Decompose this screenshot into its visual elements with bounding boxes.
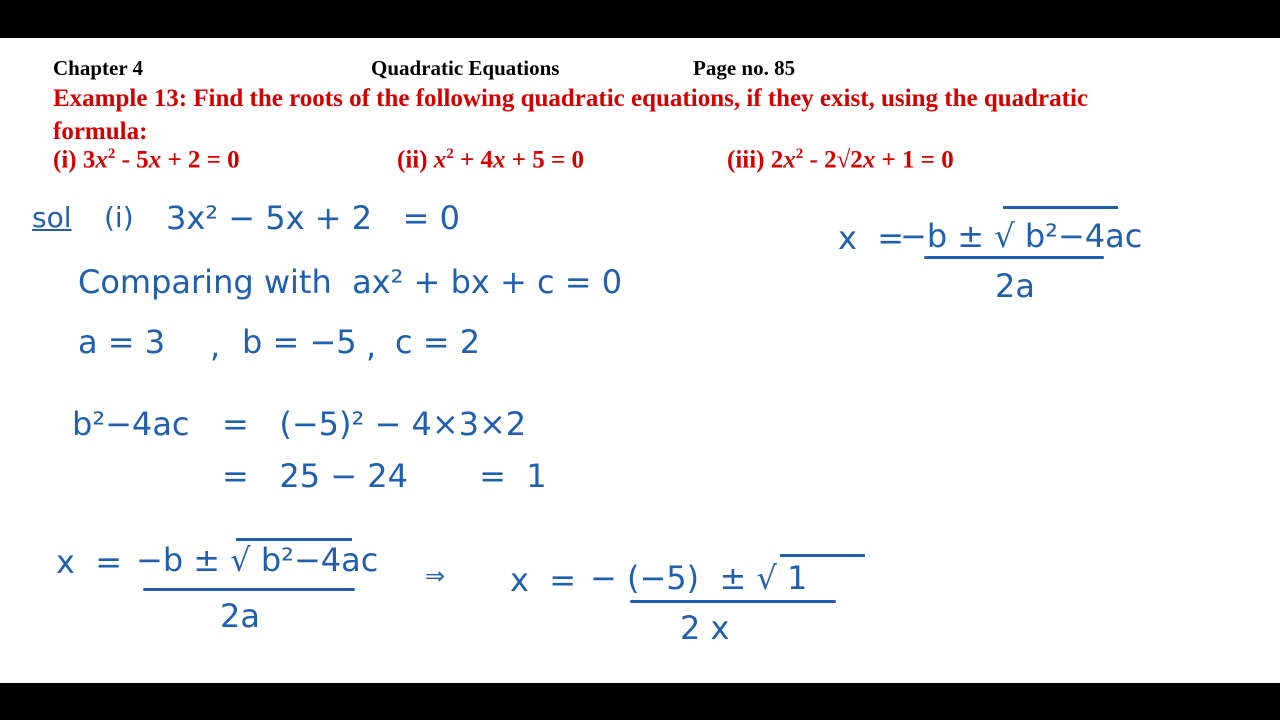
solution-part-label: (i) (104, 201, 134, 234)
fraction-line (924, 256, 1104, 259)
page-number: Page no. 85 (693, 56, 796, 80)
formula-x: x = (56, 543, 123, 581)
substitution-numerator: − (−5) ± √ 1 (590, 559, 808, 597)
formula-denominator: 2a (220, 597, 260, 635)
comma-separator: , (366, 327, 377, 365)
coefficient-b: b = −5 (242, 323, 357, 361)
fraction-line (143, 588, 355, 591)
reference-formula-x: x = (838, 219, 905, 257)
example-title: Example 13: Find the roots of the following quadratic equations, if they exist, using the quadratic formula: (53, 85, 1088, 145)
solution-label: sol (32, 201, 72, 234)
substitution-x: x = (510, 561, 577, 599)
comparing-line: Comparing with ax² + bx + c = 0 (78, 263, 623, 301)
solution-equation: 3x² − 5x + 2 = 0 (166, 199, 460, 237)
fraction-line (630, 600, 836, 603)
question-part-3: (iii) $2x^2 - 2√2x + 1 = 0$ (727, 146, 954, 174)
formula-numerator: −b ± √ b²−4ac (136, 541, 379, 579)
reference-formula-denominator: 2a (995, 267, 1035, 305)
coefficient-a: a = 3 (78, 323, 166, 361)
question-part-2: (ii) $x^2 + 4x + 5 = 0$ (397, 146, 585, 174)
comma-separator: , (210, 327, 221, 365)
sqrt-bar (780, 554, 865, 557)
discriminant-step-1: = (−5)² − 4×3×2 (222, 405, 527, 443)
substitution-denominator: 2 x (680, 609, 730, 647)
discriminant-lhs: b²−4ac (72, 405, 190, 443)
implies-arrow: ⇒ (425, 562, 446, 590)
sqrt-bar (1003, 206, 1118, 209)
sqrt-bar (236, 538, 352, 541)
chapter-label: Chapter 4 (53, 56, 144, 80)
coefficient-c: c = 2 (395, 323, 481, 361)
discriminant-step-2: = 25 − 24 = 1 (222, 457, 547, 495)
question-part-1: (i) $3x^2 - 5x + 2 = 0$ (53, 146, 240, 174)
topic-label: Quadratic Equations (371, 56, 560, 80)
worksheet-page (0, 38, 1280, 683)
reference-formula-numerator: −b ± √ b²−4ac (900, 217, 1143, 255)
